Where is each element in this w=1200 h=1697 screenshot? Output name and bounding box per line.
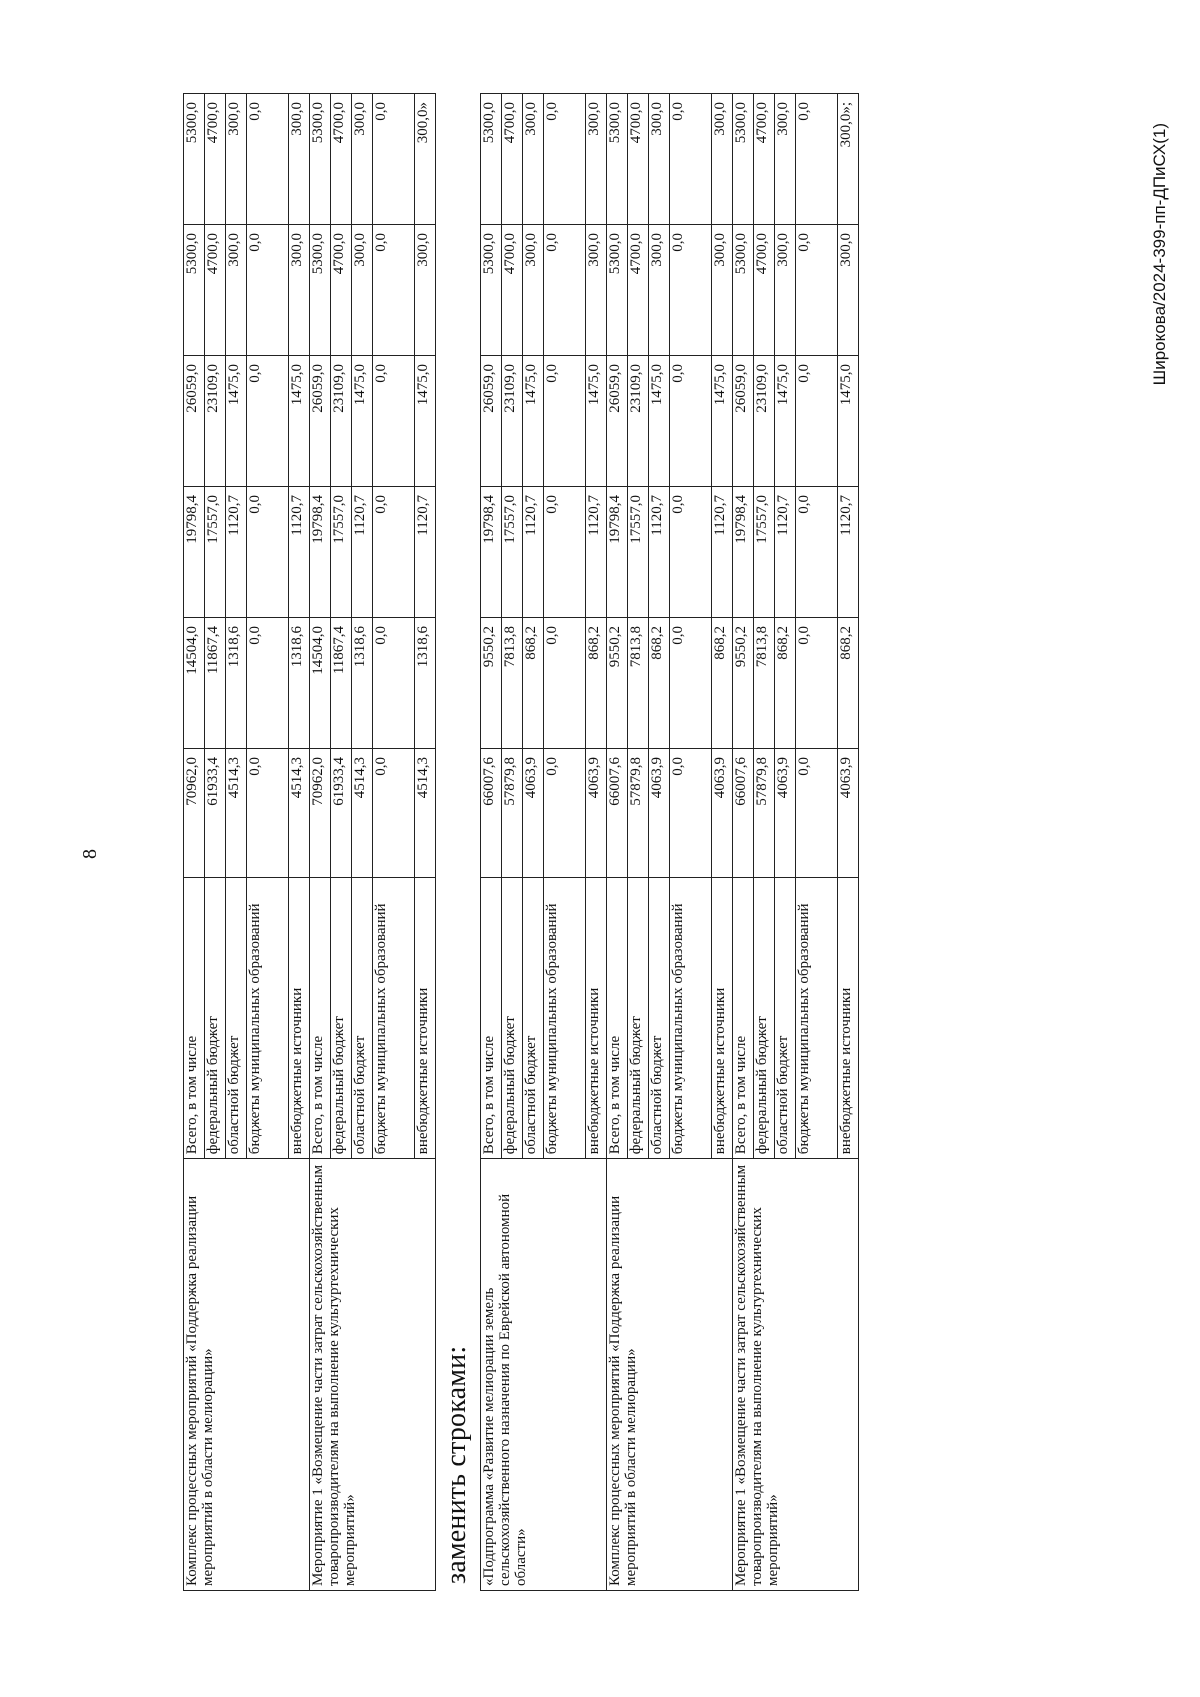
amount-cell: 1120,7 bbox=[289, 486, 310, 617]
amount-cell: 11867,4 bbox=[205, 617, 226, 748]
amount-cell: 17557,0 bbox=[754, 486, 775, 617]
amount-cell: 0,0 bbox=[247, 486, 289, 617]
amount-cell: 23109,0 bbox=[331, 356, 352, 487]
amount-cell: 300,0 bbox=[712, 94, 733, 225]
amount-cell: 300,0» bbox=[415, 94, 436, 225]
amount-cell: 4063,9 bbox=[649, 748, 670, 878]
amount-cell: 4063,9 bbox=[775, 748, 796, 878]
amount-cell: 0,0 bbox=[544, 748, 586, 878]
amount-cell: 0,0 bbox=[373, 748, 415, 878]
amount-cell: 0,0 bbox=[544, 486, 586, 617]
amount-cell: 1475,0 bbox=[226, 356, 247, 487]
funding-source-label: внебюджетные источники bbox=[586, 878, 607, 1159]
amount-cell: 5300,0 bbox=[607, 225, 628, 356]
amount-cell: 0,0 bbox=[796, 94, 838, 225]
amount-cell: 868,2 bbox=[523, 617, 544, 748]
amount-cell: 1318,6 bbox=[226, 617, 247, 748]
amount-cell: 9550,2 bbox=[481, 617, 502, 748]
funding-source-label: федеральный бюджет bbox=[754, 878, 775, 1159]
table-row bbox=[607, 94, 628, 1591]
amount-cell: 17557,0 bbox=[502, 486, 523, 617]
amount-cell: 868,2 bbox=[649, 617, 670, 748]
amount-cell: 19798,4 bbox=[310, 486, 331, 617]
amount-cell: 1120,7 bbox=[523, 486, 544, 617]
funding-source-label: областной бюджет bbox=[523, 878, 544, 1159]
funding-source-label: федеральный бюджет bbox=[628, 878, 649, 1159]
amount-cell: 7813,8 bbox=[628, 617, 649, 748]
amount-cell: 26059,0 bbox=[310, 356, 331, 487]
amount-cell: 70962,0 bbox=[310, 748, 331, 878]
table-row bbox=[733, 94, 754, 1591]
amount-cell: 300,0 bbox=[523, 94, 544, 225]
amount-cell: 300,0 bbox=[352, 94, 373, 225]
amount-cell: 1475,0 bbox=[523, 356, 544, 487]
amount-cell: 4514,3 bbox=[352, 748, 373, 878]
amount-cell: 300,0 bbox=[649, 94, 670, 225]
amount-cell: 868,2 bbox=[586, 617, 607, 748]
amount-cell: 0,0 bbox=[670, 748, 712, 878]
amount-cell: 0,0 bbox=[247, 617, 289, 748]
funding-source-label: областной бюджет bbox=[775, 878, 796, 1159]
funding-source-label: областной бюджет bbox=[649, 878, 670, 1159]
amount-cell: 4700,0 bbox=[205, 94, 226, 225]
amount-cell: 19798,4 bbox=[733, 486, 754, 617]
amount-cell: 1318,6 bbox=[352, 617, 373, 748]
measure-description: Мероприятие 1 «Возмещение части затрат сельскохозяйственным товаропроизводителям на выполнение культуртехнических мероприятий» bbox=[310, 1159, 436, 1591]
funding-source-label: Всего, в том числе bbox=[481, 878, 502, 1159]
document-reference: Широкова/2024-399-пп-ДПиСХ(1) bbox=[1150, 123, 1169, 386]
funding-source-label: внебюджетные источники bbox=[712, 878, 733, 1159]
amount-cell: 11867,4 bbox=[331, 617, 352, 748]
amount-cell: 66007,6 bbox=[733, 748, 754, 878]
amount-cell: 66007,6 bbox=[481, 748, 502, 878]
amount-cell: 1318,6 bbox=[289, 617, 310, 748]
amount-cell: 0,0 bbox=[247, 94, 289, 225]
amount-cell: 0,0 bbox=[796, 486, 838, 617]
amount-cell: 1475,0 bbox=[415, 356, 436, 487]
amount-cell: 0,0 bbox=[670, 94, 712, 225]
amount-cell: 1318,6 bbox=[415, 617, 436, 748]
funding-source-label: Всего, в том числе bbox=[733, 878, 754, 1159]
amount-cell: 0,0 bbox=[796, 356, 838, 487]
amount-cell: 26059,0 bbox=[733, 356, 754, 487]
funding-source-label: Всего, в том числе bbox=[310, 878, 331, 1159]
funding-source-label: бюджеты муниципальных образований bbox=[544, 878, 586, 1159]
amount-cell: 23109,0 bbox=[502, 356, 523, 487]
amount-cell: 4700,0 bbox=[331, 225, 352, 356]
amount-cell: 0,0 bbox=[373, 225, 415, 356]
page-number: 8 bbox=[79, 849, 101, 859]
amount-cell: 1120,7 bbox=[775, 486, 796, 617]
amount-cell: 17557,0 bbox=[205, 486, 226, 617]
amount-cell: 0,0 bbox=[670, 486, 712, 617]
table-row bbox=[481, 94, 502, 1591]
amount-cell: 0,0 bbox=[373, 94, 415, 225]
amount-cell: 0,0 bbox=[247, 748, 289, 878]
amount-cell: 300,0 bbox=[586, 225, 607, 356]
amount-cell: 66007,6 bbox=[607, 748, 628, 878]
amount-cell: 300,0 bbox=[352, 225, 373, 356]
amount-cell: 4063,9 bbox=[523, 748, 544, 878]
amount-cell: 17557,0 bbox=[628, 486, 649, 617]
amount-cell: 17557,0 bbox=[331, 486, 352, 617]
amount-cell: 5300,0 bbox=[733, 94, 754, 225]
funding-source-label: областной бюджет bbox=[226, 878, 247, 1159]
amount-cell: 1120,7 bbox=[415, 486, 436, 617]
amount-cell: 300,0 bbox=[775, 94, 796, 225]
amount-cell: 5300,0 bbox=[607, 94, 628, 225]
amount-cell: 4700,0 bbox=[205, 225, 226, 356]
replace-heading: заменить строками: bbox=[441, 1345, 472, 1584]
amount-cell: 300,0 bbox=[289, 225, 310, 356]
amount-cell: 300,0 bbox=[523, 225, 544, 356]
amount-cell: 9550,2 bbox=[607, 617, 628, 748]
funding-source-label: внебюджетные источники bbox=[289, 878, 310, 1159]
funding-source-label: бюджеты муниципальных образований bbox=[670, 878, 712, 1159]
amount-cell: 300,0 bbox=[289, 94, 310, 225]
amount-cell: 300,0 bbox=[775, 225, 796, 356]
amount-cell: 57879,8 bbox=[628, 748, 649, 878]
funding-source-label: внебюджетные источники bbox=[415, 878, 436, 1159]
amount-cell: 61933,4 bbox=[331, 748, 352, 878]
amount-cell: 0,0 bbox=[373, 617, 415, 748]
amount-cell: 1120,7 bbox=[226, 486, 247, 617]
amount-cell: 4700,0 bbox=[331, 94, 352, 225]
amount-cell: 4700,0 bbox=[754, 94, 775, 225]
amount-cell: 57879,8 bbox=[754, 748, 775, 878]
amount-cell: 300,0 bbox=[712, 225, 733, 356]
amount-cell: 23109,0 bbox=[205, 356, 226, 487]
amount-cell: 300,0 bbox=[226, 225, 247, 356]
amount-cell: 23109,0 bbox=[754, 356, 775, 487]
amount-cell: 7813,8 bbox=[502, 617, 523, 748]
amount-cell: 300,0 bbox=[649, 225, 670, 356]
amount-cell: 300,0 bbox=[415, 225, 436, 356]
funding-source-label: бюджеты муниципальных образований bbox=[796, 878, 838, 1159]
amount-cell: 4063,9 bbox=[586, 748, 607, 878]
amount-cell: 0,0 bbox=[544, 94, 586, 225]
amount-cell: 26059,0 bbox=[481, 356, 502, 487]
amount-cell: 1475,0 bbox=[838, 356, 859, 487]
amount-cell: 4700,0 bbox=[502, 225, 523, 356]
amount-cell: 9550,2 bbox=[733, 617, 754, 748]
amount-cell: 14504,0 bbox=[310, 617, 331, 748]
amount-cell: 0,0 bbox=[247, 225, 289, 356]
amount-cell: 300,0 bbox=[226, 94, 247, 225]
amount-cell: 5300,0 bbox=[184, 94, 205, 225]
amount-cell: 0,0 bbox=[796, 748, 838, 878]
amount-cell: 5300,0 bbox=[733, 225, 754, 356]
amount-cell: 4514,3 bbox=[289, 748, 310, 878]
amount-cell: 4700,0 bbox=[628, 94, 649, 225]
amount-cell: 300,0 bbox=[586, 94, 607, 225]
amount-cell: 300,0»; bbox=[838, 94, 859, 225]
amount-cell: 1120,7 bbox=[352, 486, 373, 617]
amount-cell: 19798,4 bbox=[481, 486, 502, 617]
amount-cell: 0,0 bbox=[373, 356, 415, 487]
amount-cell: 5300,0 bbox=[310, 225, 331, 356]
funding-source-label: федеральный бюджет bbox=[502, 878, 523, 1159]
amount-cell: 4063,9 bbox=[838, 748, 859, 878]
amount-cell: 4700,0 bbox=[502, 94, 523, 225]
amount-cell: 868,2 bbox=[712, 617, 733, 748]
amount-cell: 4514,3 bbox=[415, 748, 436, 878]
amount-cell: 57879,8 bbox=[502, 748, 523, 878]
amount-cell: 1120,7 bbox=[649, 486, 670, 617]
budget-table-replacement bbox=[480, 93, 859, 1591]
amount-cell: 1475,0 bbox=[289, 356, 310, 487]
measure-description: Мероприятие 1 «Возмещение части затрат сельскохозяйственным товаропроизводителям на выполнение культуртехнических мероприятий» bbox=[733, 1159, 859, 1591]
amount-cell: 14504,0 bbox=[184, 617, 205, 748]
amount-cell: 0,0 bbox=[373, 486, 415, 617]
amount-cell: 26059,0 bbox=[184, 356, 205, 487]
amount-cell: 0,0 bbox=[247, 356, 289, 487]
amount-cell: 70962,0 bbox=[184, 748, 205, 878]
amount-cell: 5300,0 bbox=[481, 225, 502, 356]
amount-cell: 0,0 bbox=[544, 356, 586, 487]
amount-cell: 61933,4 bbox=[205, 748, 226, 878]
amount-cell: 4700,0 bbox=[628, 225, 649, 356]
amount-cell: 4063,9 bbox=[712, 748, 733, 878]
funding-source-label: внебюджетные источники bbox=[838, 878, 859, 1159]
funding-source-label: бюджеты муниципальных образований bbox=[373, 878, 415, 1159]
measure-description: Комплекс процессных мероприятий «Поддержка реализации мероприятий в области мелиорации» bbox=[184, 1159, 310, 1591]
amount-cell: 1475,0 bbox=[352, 356, 373, 487]
amount-cell: 0,0 bbox=[544, 225, 586, 356]
amount-cell: 4700,0 bbox=[754, 225, 775, 356]
funding-source-label: Всего, в том числе bbox=[184, 878, 205, 1159]
amount-cell: 1120,7 bbox=[586, 486, 607, 617]
funding-source-label: Всего, в том числе bbox=[607, 878, 628, 1159]
amount-cell: 5300,0 bbox=[481, 94, 502, 225]
amount-cell: 868,2 bbox=[838, 617, 859, 748]
amount-cell: 1120,7 bbox=[838, 486, 859, 617]
amount-cell: 0,0 bbox=[670, 617, 712, 748]
amount-cell: 0,0 bbox=[796, 225, 838, 356]
amount-cell: 1475,0 bbox=[775, 356, 796, 487]
amount-cell: 19798,4 bbox=[607, 486, 628, 617]
amount-cell: 1475,0 bbox=[649, 356, 670, 487]
funding-source-label: областной бюджет bbox=[352, 878, 373, 1159]
amount-cell: 19798,4 bbox=[184, 486, 205, 617]
amount-cell: 1475,0 bbox=[586, 356, 607, 487]
funding-source-label: бюджеты муниципальных образований bbox=[247, 878, 289, 1159]
amount-cell: 4514,3 bbox=[226, 748, 247, 878]
funding-source-label: федеральный бюджет bbox=[205, 878, 226, 1159]
amount-cell: 300,0 bbox=[838, 225, 859, 356]
amount-cell: 26059,0 bbox=[607, 356, 628, 487]
amount-cell: 5300,0 bbox=[310, 94, 331, 225]
amount-cell: 0,0 bbox=[670, 356, 712, 487]
amount-cell: 0,0 bbox=[670, 225, 712, 356]
amount-cell: 0,0 bbox=[544, 617, 586, 748]
table-row bbox=[310, 94, 331, 1591]
amount-cell: 0,0 bbox=[796, 617, 838, 748]
budget-table-original bbox=[183, 93, 436, 1591]
amount-cell: 1120,7 bbox=[712, 486, 733, 617]
funding-source-label: федеральный бюджет bbox=[331, 878, 352, 1159]
amount-cell: 1475,0 bbox=[712, 356, 733, 487]
amount-cell: 5300,0 bbox=[184, 225, 205, 356]
amount-cell: 7813,8 bbox=[754, 617, 775, 748]
measure-description: «Подпрограмма «Развитие мелиорации земель сельскохозяйственного назначения по Еврейской автономной области» bbox=[481, 1159, 607, 1591]
measure-description: Комплекс процессных мероприятий «Поддержка реализации мероприятий в области мелиорации» bbox=[607, 1159, 733, 1591]
amount-cell: 868,2 bbox=[775, 617, 796, 748]
amount-cell: 23109,0 bbox=[628, 356, 649, 487]
table-row bbox=[184, 94, 205, 1591]
